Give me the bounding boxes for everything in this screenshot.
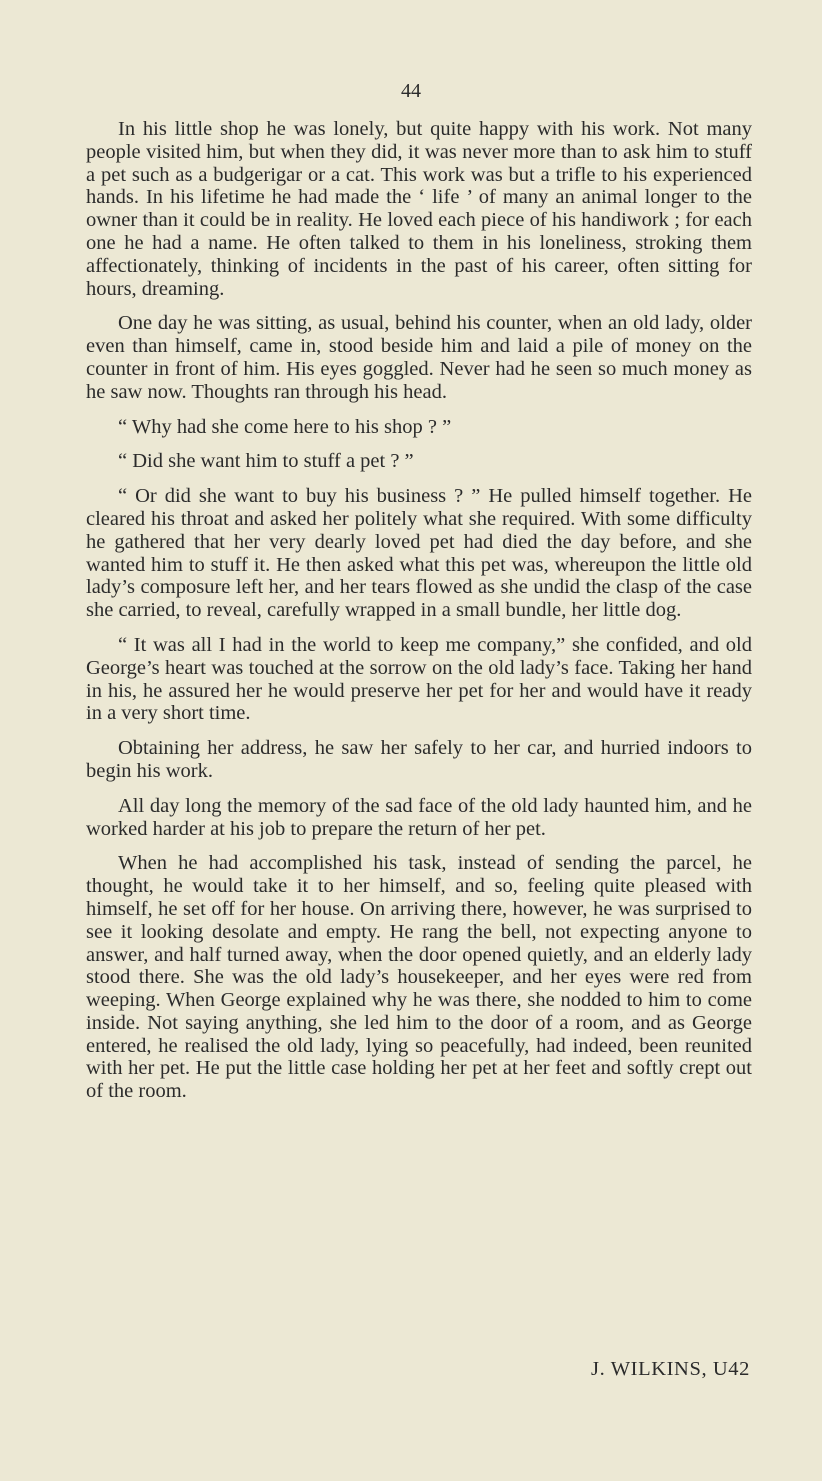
paragraph: One day he was sitting, as usual, behind his counter, when an old lady, older even than himself, came in, stood beside him and laid a pile of money on the counter in front of him. His eyes goggled. Never had he seen so much money as he saw now. Thoughts ran through his head. <box>86 312 752 403</box>
paragraph: “ Why had she come here to his shop ? ” <box>118 415 452 438</box>
paragraph: “ It was all I had in the world to keep me company,” she confided, and old George’s heart was touched at the sorrow on the old lady’s face. Taking her hand in his, he assured her he would preserve her pet for her and would have it ready in a very short time. <box>86 633 752 725</box>
paragraph: In his little shop he was lonely, but quite happy with his work. Not many people visited him, but when they did, it was never more than to ask him to stuff a pet such as a budgerigar or a cat. This work was but a trifle to his experienced hands. In his lifetime he had made the ‘ life ’ of many an animal longer to the owner than it could be in reality. He loved each piece of his handiwork ; for each one he had a name. He often talked to them in his loneliness, stroking them affectionately, thinking of incidents in the past of his career, often sitting for hours, dreaming. <box>86 118 752 300</box>
paragraph: All day long the memory of the sad face of the old lady haunted him, and he worked harder at his job to prepare the return of her pet. <box>86 794 752 840</box>
paragraph: “ Or did she want to buy his business ? ” He pulled himself together. He cleared his throat and asked her politely what she required. With some difficulty he gathered that her very dearly loved pet had died the day before, and she wanted him to stuff it. He then asked what this pet was, whereupon the little old lady’s composure left her, and her tears flowed as she undid the clasp of the case she carried, to reveal, carefully wrapped in a small bundle, her little dog. <box>86 485 752 622</box>
paragraph: “ Did she want him to stuff a pet ? ” <box>118 450 414 473</box>
story-body <box>86 118 752 1115</box>
author-signature: J. WILKINS, U42 <box>591 1358 750 1380</box>
paragraph: Obtaining her address, he saw her safely to her car, and hurried indoors to begin his work. <box>86 737 752 782</box>
paragraph: When he had accomplished his task, instead of sending the parcel, he thought, he would take it to her himself, and so, feeling quite pleased with himself, he set off for her house. On arriving there, however, he was surprised to see it looking desolate and empty. He rang the bell, not expecting anyone to answer, and half turned away, when the door opened quietly, and an elderly lady stood there. She was the old lady’s housekeeper, and her eyes were red from weeping. When George explained why he was there, she nodded to him to come inside. Not saying anything, she led him to the door of a room, and as George entered, he realised the old lady, lying so peacefully, had indeed, been reunited with her pet. He put the little case holding her pet at her feet and softly crept out of the room. <box>86 852 752 1103</box>
page-number: 44 <box>401 80 421 102</box>
